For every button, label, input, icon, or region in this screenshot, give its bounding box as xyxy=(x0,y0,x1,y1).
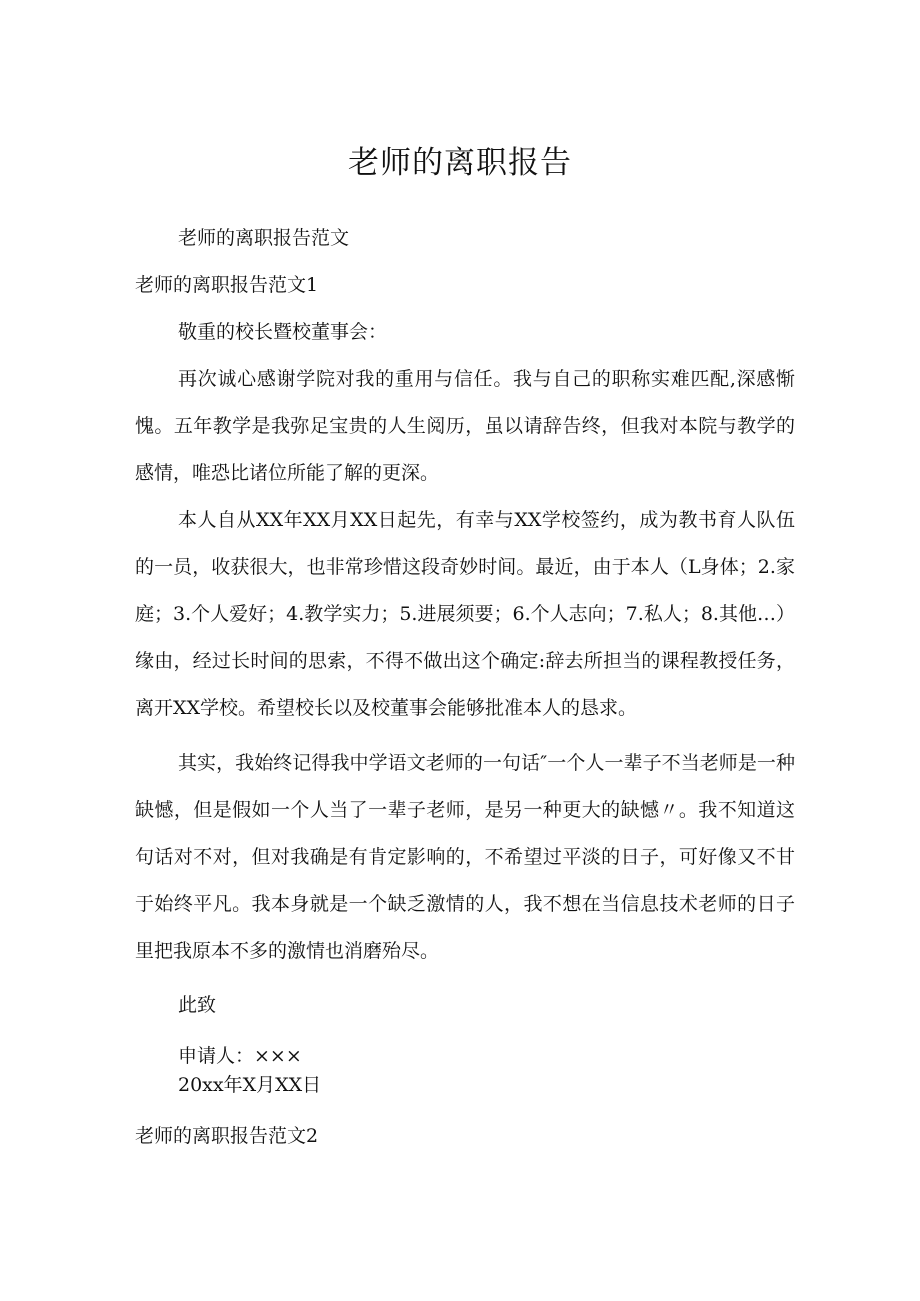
salutation: 敬重的校长暨校董事会： xyxy=(178,321,388,343)
paragraph-3: 其实，我始终记得我中学语文老师的一句话″一个人一辈子不当老师是一种缺憾，但是假如一个人当了一辈子老师，是另一种更大的缺憾〃。我不知道这句话对不对，但对我确是有肯定影响的，不希望过平淡的日子，可好像又不甘于始终平凡。我本身就是一个缺乏激情的人，我不想在当信息技术老师的日子里把我原本不多的激情也消磨殆尽。 xyxy=(135,752,795,962)
document-title: 老师的离职报告 xyxy=(348,145,572,181)
closing: 此致 xyxy=(178,994,217,1016)
signature-date: 20xx年X月XX日 xyxy=(178,1074,322,1096)
section1-heading: 老师的离职报告范文1 xyxy=(135,274,319,296)
document-subtitle: 老师的离职报告范文 xyxy=(178,227,350,249)
paragraph-1: 再次诚心感谢学院对我的重用与信任。我与自己的职称实难匹配,深感惭愧。五年教学是我弥足宝贵的人生阅历，虽以请辞告终，但我对本院与教学的感情，唯恐比诸位所能了解的更深。 xyxy=(135,368,795,484)
applicant-signature: 申请人：××× xyxy=(178,1045,302,1067)
section2-heading: 老师的离职报告范文2 xyxy=(135,1125,319,1147)
paragraph-2: 本人自从XX年XX月XX日起先，有幸与XX学校签约，成为教书育人队伍的一员，收获很大，也非常珍惜这段奇妙时间。最近，由于本人（L身体；2.家庭；3.个人爱好；4.教学实力；5.进展须要；6.个人志向；7.私人；8.其他…）缘由，经过长时间的思索，不得不做出这个确定:辞去所担当的课程教授任务，离开XX学校。希望校长以及校董事会能够批准本人的恳求。 xyxy=(135,509,795,719)
